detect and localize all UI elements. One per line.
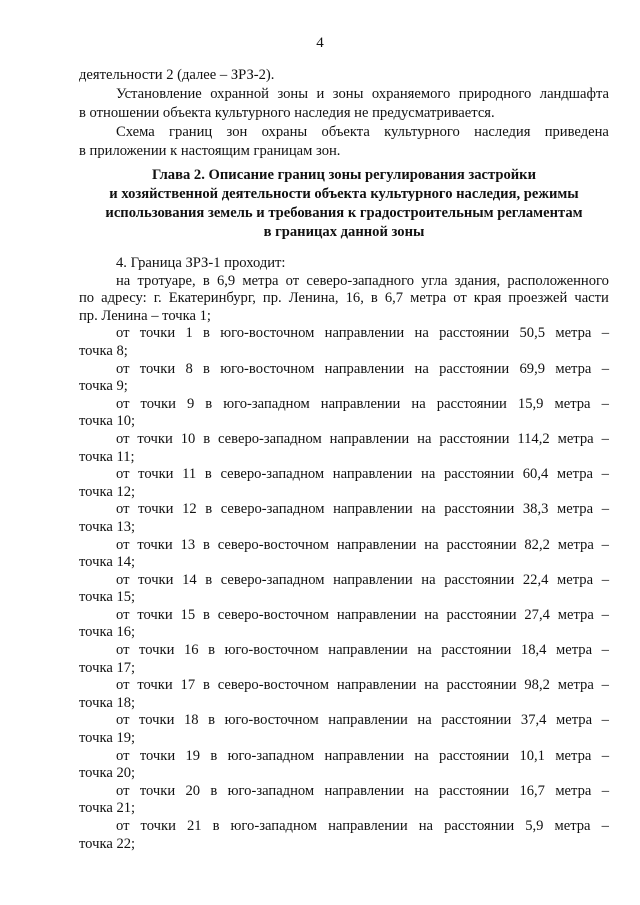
segment-item [79, 712, 609, 747]
segment-item [79, 537, 609, 572]
intro-p3-line-1 [116, 123, 609, 142]
segment-word: направлении [328, 818, 408, 834]
segment-word: 16,7 [519, 782, 545, 799]
section-4-start-line-2-word: Екатеринбург, [168, 290, 256, 307]
segment-word: направлении [336, 536, 417, 553]
segment-endpoint: точка 16; [79, 624, 136, 641]
segment-word: от [116, 818, 130, 834]
segment-endpoint: точка 14; [79, 554, 136, 571]
section-4-start-line-1 [116, 273, 609, 291]
intro-p3-line-1-word: объекта [321, 124, 370, 140]
segment-word: 19 [185, 747, 201, 764]
section-4-start-line-1-word: здания, [454, 272, 501, 289]
segment-endpoint: точка 20; [79, 765, 136, 782]
segment-word: 13 [180, 536, 196, 553]
segment-word: расстоянии [441, 712, 512, 729]
segment-endpoint: точка 17; [79, 659, 136, 676]
segment-word: юго-западном [227, 747, 315, 764]
segment-word: юго-восточном [220, 360, 315, 377]
segment-word: метра [557, 571, 594, 588]
segment-word: на [424, 677, 439, 694]
intro-p3-line-1-word: охраны [261, 124, 308, 140]
intro-line-1: деятельности 2 (далее – ЗРЗ-2). [79, 67, 275, 83]
segment-word: в [204, 466, 212, 483]
segment-line [116, 501, 609, 519]
segment-word: направлении [328, 642, 408, 659]
segment-word: направлении [333, 501, 413, 518]
segment-line [116, 607, 609, 625]
segment-word: точки [139, 360, 176, 377]
segment-word: метра [557, 536, 594, 553]
segment-word: расстоянии [439, 430, 510, 447]
segment-word: от [116, 325, 130, 342]
segment-word: – [601, 571, 609, 588]
segment-word: в [212, 818, 220, 834]
segment-word: на [424, 606, 439, 623]
segment-word: в [203, 430, 211, 447]
segment-word: 10,1 [519, 747, 545, 764]
segment-word: в [202, 677, 210, 694]
segment-word: направлении [329, 430, 410, 447]
segment-line [116, 431, 609, 449]
chapter-heading [79, 166, 609, 242]
segment-word: точки [139, 782, 176, 799]
section-4-start-line-1-word: угла [421, 272, 448, 289]
segment-endpoint: точка 22; [79, 835, 136, 852]
segment-word: от [116, 606, 130, 623]
segment-word: от [116, 747, 130, 764]
segment-word: – [601, 712, 609, 729]
section-4-start-line-2-word: пр. [262, 290, 282, 307]
segment-line [116, 642, 609, 660]
section-4-start-line-1-word: 6,9 [216, 272, 236, 289]
section-4-start-line-2-word: 6,7 [384, 290, 404, 307]
intro-p3-line-2: в приложении к настоящим границам зон. [79, 143, 341, 159]
segment-word: 60,4 [522, 466, 549, 483]
section-4-start-line-1-word: тротуаре, [137, 272, 196, 289]
intro-p2-line-2: в отношении объекта культурного наследия не предусматривается. [79, 105, 495, 121]
segment-word: метра [557, 606, 594, 623]
segment-line [116, 572, 609, 590]
segment-word: от [116, 571, 130, 588]
segment-word: точки [137, 606, 173, 623]
chapter-heading-line-1: Глава 2. Описание границ зоны регулирования застройки [151, 167, 536, 183]
segment-word: точки [139, 747, 176, 764]
section-4-start-line-2-word: Ленина, [288, 290, 339, 307]
section-4-start-line-2-word: края [473, 290, 502, 307]
segment-word: от [116, 430, 130, 447]
segment-line [116, 712, 609, 730]
intro-p2-line-1-word: Установление [116, 86, 202, 102]
section-4-start-line-2-word: части [574, 290, 609, 307]
segment-word: северо-западном [220, 571, 325, 588]
segment-word: метра [556, 712, 593, 729]
segment-word: на [421, 571, 436, 588]
segment-item [79, 783, 609, 818]
section-4-start-line-2 [79, 290, 609, 308]
segment-word: в [210, 782, 218, 799]
intro-p3-line-1-word: приведена [544, 124, 609, 140]
segment-item [79, 466, 609, 501]
segment-word: на [411, 395, 426, 412]
section-4-start-line-2-word: по [79, 290, 95, 307]
segment-word: от [116, 782, 130, 799]
intro-p2-line-1-word: ландшафта [539, 86, 609, 102]
segment-line [116, 537, 609, 555]
segment-word: 14 [182, 571, 197, 588]
page-number: 4 [316, 35, 324, 51]
segment-word: расстоянии [444, 501, 515, 518]
section-4-start-line-1-word: метра [242, 272, 279, 289]
segment-word: юго-западном [227, 782, 315, 799]
segment-word: направлении [324, 782, 405, 799]
segment-word: 8 [185, 360, 193, 377]
section-4-start-line-2-word: проезжей [508, 290, 568, 307]
segment-word: на [417, 712, 432, 729]
chapter-heading-line-4: в границах данной зоны [263, 224, 425, 240]
segment-line [116, 325, 609, 343]
segment-word: от [116, 360, 130, 377]
segment-word: 21 [186, 818, 202, 834]
segment-word: юго-восточном [220, 325, 315, 342]
intro-p3-line-1-word: наследия [474, 124, 531, 140]
segment-word: расстоянии [436, 395, 507, 412]
segment-item [79, 677, 609, 712]
segment-word: северо-восточном [217, 606, 330, 623]
segment-word: 37,4 [520, 712, 547, 729]
segment-item [79, 361, 609, 396]
intro-p2-line-1-word: природного [458, 86, 532, 102]
segment-word: расстоянии [446, 606, 517, 623]
section-4-start-line-1-word: от [285, 272, 300, 289]
segment-word: северо-восточном [217, 677, 330, 694]
segment-item [79, 501, 609, 536]
segment-word: направлении [324, 325, 405, 342]
segment-word: 69,9 [519, 360, 546, 377]
segment-word: в [208, 712, 216, 729]
section-4 [79, 255, 609, 853]
segment-word: северо-восточном [217, 536, 330, 553]
segment-word: – [601, 395, 609, 412]
segment-word: точки [138, 501, 174, 518]
segment-word: – [601, 818, 609, 834]
segment-word: – [601, 642, 609, 659]
segment-word: метра [555, 325, 592, 342]
segment-line [116, 396, 609, 414]
intro-p2-line-1 [116, 85, 609, 104]
segment-word: метра [556, 466, 593, 483]
segment-endpoint: точка 8; [79, 342, 128, 359]
segment-endpoint: точка 19; [79, 730, 136, 747]
intro-p3-line-1-word: Схема [116, 124, 155, 140]
segment-endpoint: точка 11; [79, 448, 135, 465]
section-4-start-line-2-word: адресу: [101, 290, 147, 307]
segment-word: 22,4 [522, 571, 549, 588]
chapter-heading-line-3: использования земель и требования к градостроительным регламентам [105, 205, 583, 221]
segment-word: направлении [332, 466, 413, 483]
segment-word: 18 [183, 712, 199, 729]
segment-word: в [210, 747, 218, 764]
segment-line [116, 466, 609, 484]
segment-word: от [116, 395, 130, 412]
segment-word: – [601, 747, 609, 764]
segment-endpoint: точка 13; [79, 518, 136, 535]
intro-section [79, 66, 609, 161]
segment-word: 114,2 [517, 430, 550, 447]
intro-p3-line-1-word: культурного [384, 124, 460, 140]
section-4-start-line-1-word: расположенного [507, 272, 609, 289]
segment-word: точки [140, 818, 176, 834]
segment-word: 10 [180, 430, 196, 447]
segment-word: северо-западном [218, 430, 322, 447]
segment-word: на [417, 642, 432, 659]
segment-word: 50,5 [519, 325, 546, 342]
segment-word: на [417, 430, 432, 447]
intro-p2-line-1-word: зоны [332, 86, 364, 102]
segment-word: 82,2 [524, 536, 550, 553]
segment-word: северо-западном [220, 501, 325, 518]
segment-word: метра [554, 818, 591, 834]
segment-word: точки [139, 325, 176, 342]
segment-item [79, 396, 609, 431]
segment-item [79, 818, 609, 853]
segment-word: направлении [336, 606, 417, 623]
segment-word: на [421, 501, 436, 518]
segment-word: 15,9 [517, 395, 544, 412]
segment-word: расстоянии [441, 642, 512, 659]
segment-word: метра [556, 642, 593, 659]
segment-word: расстоянии [444, 818, 515, 834]
segment-word: 38,3 [522, 501, 549, 518]
intro-p2-line-1-word: и [316, 86, 325, 102]
segment-word: – [601, 677, 609, 694]
segment-word: на [414, 360, 429, 377]
intro-p2-line-1-word: охраняемого [371, 86, 451, 102]
segment-word: точки [140, 395, 176, 412]
section-4-start-line-2-word: метра [410, 290, 447, 307]
segment-word: 18,4 [520, 642, 547, 659]
segment-word: – [601, 536, 609, 553]
section-4-start-line-3: пр. Ленина – точка 1; [79, 307, 211, 324]
segment-word: расстоянии [443, 466, 515, 483]
segment-word: направлении [333, 571, 413, 588]
section-4-start-line-2-word: 16, [345, 290, 364, 307]
segment-endpoint: точка 21; [79, 800, 136, 817]
segment-word: юго-западном [223, 395, 310, 412]
intro-p2-line-1-word: охранной [210, 86, 269, 102]
segment-endpoint: точка 10; [79, 413, 136, 430]
segment-word: северо-западном [220, 466, 325, 483]
segment-word: направлении [336, 677, 417, 694]
segment-word: в [202, 606, 210, 623]
segment-item [79, 748, 609, 783]
section-4-start-line-1-word: на [116, 272, 131, 289]
segment-word: юго-восточном [224, 712, 319, 729]
segment-word: – [601, 360, 609, 377]
segment-word: расстоянии [439, 360, 510, 377]
segment-word: направлении [320, 395, 401, 412]
segment-word: точки [137, 536, 173, 553]
segment-word: расстоянии [439, 325, 510, 342]
segment-word: метра [557, 501, 594, 518]
segment-word: в [202, 536, 210, 553]
segment-line [116, 677, 609, 695]
segment-word: 15 [180, 606, 196, 623]
segment-endpoint: точка 9; [79, 378, 128, 395]
segment-word: расстоянии [444, 571, 515, 588]
segment-word: в [205, 501, 213, 518]
segment-item [79, 607, 609, 642]
segment-word: точки [138, 571, 174, 588]
intro-p3-line-1-word: зон [226, 124, 248, 140]
section-4-start-line-2-word: г. [153, 290, 162, 307]
segment-word: 5,9 [525, 818, 544, 834]
segment-word: – [601, 325, 609, 342]
segment-item [79, 572, 609, 607]
segment-word: направлении [328, 712, 408, 729]
segment-word: метра [554, 395, 591, 412]
segment-word: в [205, 571, 213, 588]
segment-word: на [421, 466, 436, 483]
segment-word: расстоянии [446, 677, 517, 694]
segment-line [116, 783, 609, 801]
segment-item [79, 431, 609, 466]
segment-word: на [414, 747, 429, 764]
segment-word: 11 [182, 466, 197, 483]
segment-word: от [116, 712, 130, 729]
segment-word: на [414, 782, 429, 799]
segment-word: 1 [185, 325, 193, 342]
chapter-heading-line-2: и хозяйственной деятельности объекта культурного наследия, режимы [109, 186, 579, 202]
segment-word: от [116, 536, 130, 553]
segment-word: точки [137, 677, 173, 694]
section-4-start-line-1-word: северо-западного [306, 272, 415, 289]
segment-word: от [116, 466, 130, 483]
segment-word: метра [555, 360, 592, 377]
segment-word: точки [137, 430, 173, 447]
intro-p3-line-1-word: границ [169, 124, 213, 140]
segment-endpoint: точка 15; [79, 589, 136, 606]
segment-line [116, 361, 609, 379]
segment-word: – [601, 466, 609, 483]
segment-word: метра [555, 747, 592, 764]
segment-word: 9 [186, 395, 195, 412]
segment-word: – [601, 501, 609, 518]
segment-word: – [601, 782, 609, 799]
segment-line [116, 818, 609, 836]
segment-word: точки [139, 642, 175, 659]
segment-word: точки [138, 466, 174, 483]
section-4-start-line-1-word: в [202, 272, 210, 289]
segment-word: юго-восточном [224, 642, 319, 659]
segment-item [79, 325, 609, 360]
segment-endpoint: точка 18; [79, 694, 136, 711]
section-4-title: 4. Граница ЗРЗ-1 проходит: [116, 255, 286, 271]
segment-word: расстоянии [439, 782, 510, 799]
segment-word: 16 [183, 642, 199, 659]
segment-word: от [116, 642, 130, 659]
segment-word: на [418, 818, 434, 834]
segment-word: от [116, 677, 130, 694]
segment-word: 12 [182, 501, 197, 518]
segment-word: – [601, 606, 609, 623]
segment-list [79, 325, 609, 853]
segment-word: в [203, 325, 210, 342]
intro-p2-line-1-word: зоны [277, 86, 309, 102]
segment-line [116, 748, 609, 766]
section-4-start-line-2-word: от [453, 290, 467, 307]
segment-word: 98,2 [524, 677, 550, 694]
segment-word: от [116, 501, 130, 518]
segment-word: расстоянии [446, 536, 517, 553]
segment-word: юго-западном [230, 818, 318, 834]
section-4-start-line-2-word: в [370, 290, 378, 307]
segment-endpoint: точка 12; [79, 483, 136, 500]
segment-word: метра [557, 430, 594, 447]
segment-word: 20 [185, 782, 201, 799]
segment-item [79, 642, 609, 677]
segment-word: – [601, 430, 609, 447]
segment-word: 27,4 [524, 606, 550, 623]
segment-word: в [208, 642, 216, 659]
segment-word: направлении [324, 747, 405, 764]
segment-word: метра [557, 677, 594, 694]
segment-word: метра [555, 782, 592, 799]
segment-word: на [424, 536, 439, 553]
segment-word: направлении [324, 360, 405, 377]
segment-word: в [205, 395, 213, 412]
segment-word: в [203, 360, 210, 377]
segment-word: точки [139, 712, 175, 729]
segment-word: 17 [180, 677, 196, 694]
segment-word: на [414, 325, 429, 342]
segment-word: расстоянии [439, 747, 510, 764]
